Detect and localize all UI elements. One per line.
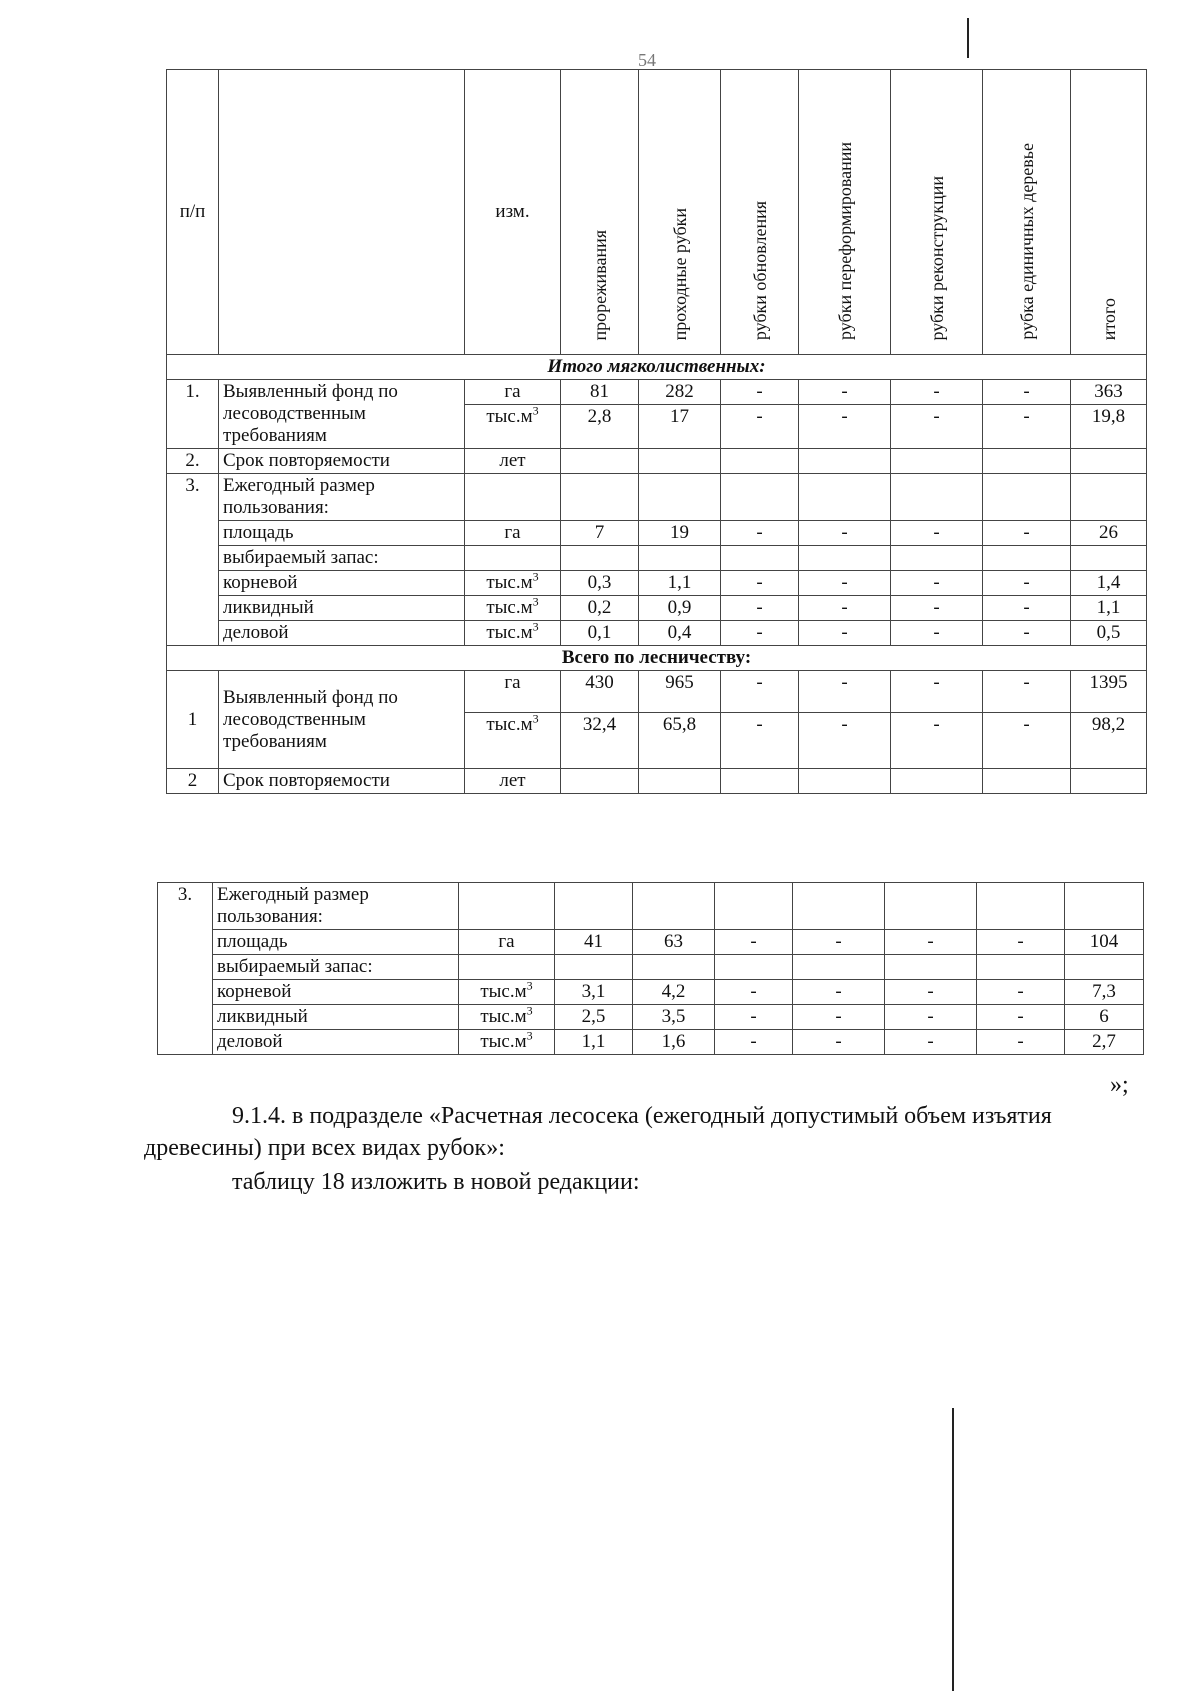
total-cell: 1,4	[1071, 571, 1147, 596]
header-num: п/п	[167, 70, 219, 355]
row-label: выбираемый запас:	[219, 546, 465, 571]
value-cell: 4,2	[633, 980, 715, 1005]
value-cell: 41	[555, 930, 633, 955]
scan-mark-top	[967, 18, 969, 58]
value-cell: -	[799, 713, 891, 769]
value-cell: 63	[633, 930, 715, 955]
value-cell: -	[721, 596, 799, 621]
total-cell: 98,2	[1071, 713, 1147, 769]
value-cell: 81	[561, 380, 639, 405]
table-row	[158, 1030, 1144, 1055]
value-cell: -	[983, 405, 1071, 449]
value-cell: 0,3	[561, 571, 639, 596]
unit-cell: $тыс.м^3$	[465, 621, 561, 646]
value-cell: -	[799, 380, 891, 405]
unit-cell: га	[465, 380, 561, 405]
section-soft-broadleaf	[167, 355, 1147, 380]
value-cell: -	[983, 521, 1071, 546]
value-cell: -	[793, 1005, 885, 1030]
value-cell: -	[715, 1005, 793, 1030]
total-cell: 19,8	[1071, 405, 1147, 449]
value-cell: -	[721, 405, 799, 449]
table-row	[167, 521, 1147, 546]
section-title: Всего по лесничеству:	[167, 646, 1147, 671]
value-cell: -	[721, 621, 799, 646]
table-row	[167, 571, 1147, 596]
row-label: Срок повторяемости	[219, 769, 465, 794]
row-num: 3.	[167, 474, 219, 646]
value-cell: -	[799, 671, 891, 713]
row-label: Срок повторяемости	[219, 449, 465, 474]
value-cell: -	[721, 713, 799, 769]
value-cell: 1,1	[555, 1030, 633, 1055]
row-label: корневой	[213, 980, 459, 1005]
row-label: ликвидный	[219, 596, 465, 621]
row-label: Выявленный фонд по лесоводственным требованиям	[219, 380, 465, 449]
total-cell: 6	[1065, 1005, 1144, 1030]
value-cell: -	[721, 671, 799, 713]
value-cell: -	[793, 1030, 885, 1055]
row-label: ликвидный	[213, 1005, 459, 1030]
total-cell: 2,7	[1065, 1030, 1144, 1055]
header-total: итого	[1071, 70, 1147, 355]
value-cell: 17	[639, 405, 721, 449]
value-cell: -	[983, 571, 1071, 596]
table-row	[167, 380, 1147, 405]
value-cell: -	[891, 571, 983, 596]
value-cell: -	[983, 596, 1071, 621]
value-cell: -	[891, 405, 983, 449]
closing-quote: »;	[1110, 1072, 1129, 1098]
value-cell: -	[983, 713, 1071, 769]
header-passage-cut: проходные рубки	[639, 70, 721, 355]
value-cell: -	[891, 380, 983, 405]
row-num: 2.	[167, 449, 219, 474]
section-title: Итого мягколиственных:	[167, 355, 1147, 380]
header-row	[167, 70, 1147, 355]
unit-cell: $тыс.м^3$	[465, 405, 561, 449]
table-row	[167, 474, 1147, 521]
row-label: площадь	[219, 521, 465, 546]
cutting-table-continuation	[157, 882, 1144, 1055]
unit-cell: лет	[465, 769, 561, 794]
unit-cell: $тыс.м^3$	[465, 571, 561, 596]
value-cell: -	[793, 930, 885, 955]
header-single-tree-cut: рубка единичных деревье	[983, 70, 1071, 355]
value-cell: 1,1	[639, 571, 721, 596]
value-cell: 0,1	[561, 621, 639, 646]
value-cell: 19	[639, 521, 721, 546]
value-cell: 0,2	[561, 596, 639, 621]
table-row	[158, 1005, 1144, 1030]
unit-cell: га	[459, 930, 555, 955]
scan-mark-bottom	[952, 1408, 954, 1691]
unit-cell: $тыс.м^3$	[459, 1030, 555, 1055]
header-reform-cut: рубки переформировании	[799, 70, 891, 355]
value-cell: 2,8	[561, 405, 639, 449]
value-cell: 3,1	[555, 980, 633, 1005]
header-label-empty	[219, 70, 465, 355]
unit-cell: $тыс.м^3$	[465, 713, 561, 769]
value-cell: -	[715, 980, 793, 1005]
value-cell: -	[891, 521, 983, 546]
value-cell: -	[885, 1030, 977, 1055]
unit-cell: $тыс.м^3$	[459, 980, 555, 1005]
unit-cell: $тыс.м^3$	[465, 596, 561, 621]
table-row	[167, 449, 1147, 474]
table-row	[167, 596, 1147, 621]
value-cell: -	[885, 1005, 977, 1030]
value-cell: -	[983, 380, 1071, 405]
value-cell: -	[799, 405, 891, 449]
value-cell: -	[977, 1030, 1065, 1055]
value-cell: -	[891, 621, 983, 646]
table-row	[158, 883, 1144, 930]
unit-cell: лет	[465, 449, 561, 474]
value-cell: -	[799, 571, 891, 596]
unit-cell: га	[465, 671, 561, 713]
value-cell: -	[721, 571, 799, 596]
row-label: Ежегодный размер пользования:	[213, 883, 459, 930]
value-cell: 3,5	[633, 1005, 715, 1030]
value-cell: -	[977, 980, 1065, 1005]
value-cell: 2,5	[555, 1005, 633, 1030]
value-cell: 32,4	[561, 713, 639, 769]
value-cell: -	[721, 521, 799, 546]
value-cell: -	[891, 596, 983, 621]
unit-cell: га	[465, 521, 561, 546]
row-label: деловой	[219, 621, 465, 646]
value-cell: 430	[561, 671, 639, 713]
table-row	[167, 621, 1147, 646]
row-label: выбираемый запас:	[213, 955, 459, 980]
value-cell: -	[715, 1030, 793, 1055]
value-cell: -	[793, 980, 885, 1005]
header-thinning: прореживания	[561, 70, 639, 355]
row-label: деловой	[213, 1030, 459, 1055]
row-label: корневой	[219, 571, 465, 596]
total-cell: 26	[1071, 521, 1147, 546]
value-cell: -	[885, 980, 977, 1005]
value-cell: -	[721, 380, 799, 405]
total-cell: 363	[1071, 380, 1147, 405]
value-cell: -	[799, 621, 891, 646]
value-cell: -	[799, 521, 891, 546]
row-label: площадь	[213, 930, 459, 955]
row-num: 3.	[158, 883, 213, 1055]
table-row	[167, 546, 1147, 571]
value-cell: 965	[639, 671, 721, 713]
row-num: 1	[167, 671, 219, 769]
header-renewal-cut: рубки обновления	[721, 70, 799, 355]
total-cell: 104	[1065, 930, 1144, 955]
paragraph-table-note: таблицу 18 изложить в новой редакции:	[232, 1169, 640, 1195]
row-label: Ежегодный размер пользования:	[219, 474, 465, 521]
page-number: 54	[638, 50, 656, 70]
value-cell: -	[983, 621, 1071, 646]
row-num: 1.	[167, 380, 219, 449]
row-label: Выявленный фонд по лесоводственным требованиям	[219, 671, 465, 769]
total-cell: 1,1	[1071, 596, 1147, 621]
total-cell: 7,3	[1065, 980, 1144, 1005]
value-cell: -	[885, 930, 977, 955]
table-row	[167, 671, 1147, 713]
total-cell: 0,5	[1071, 621, 1147, 646]
section-forestry-total	[167, 646, 1147, 671]
cutting-table-main	[166, 69, 1147, 794]
value-cell: -	[891, 713, 983, 769]
value-cell: 0,9	[639, 596, 721, 621]
paragraph-amendment: 9.1.4. в подразделе «Расчетная лесосека (ежегодный допустимый объем изъятия древесины) при всех видах рубок»:	[144, 1103, 1052, 1161]
value-cell: -	[891, 671, 983, 713]
header-unit: изм.	[465, 70, 561, 355]
table-row	[158, 955, 1144, 980]
header-reconstruction-cut: рубки реконструкции	[891, 70, 983, 355]
unit-cell: $тыс.м^3$	[459, 1005, 555, 1030]
value-cell: 1,6	[633, 1030, 715, 1055]
value-cell: 0,4	[639, 621, 721, 646]
table-row	[167, 769, 1147, 794]
table-row	[158, 930, 1144, 955]
value-cell: -	[983, 671, 1071, 713]
value-cell: -	[977, 930, 1065, 955]
value-cell: 7	[561, 521, 639, 546]
table-row	[158, 980, 1144, 1005]
total-cell: 1395	[1071, 671, 1147, 713]
row-num: 2	[167, 769, 219, 794]
value-cell: 65,8	[639, 713, 721, 769]
value-cell: -	[977, 1005, 1065, 1030]
value-cell: -	[799, 596, 891, 621]
value-cell: -	[715, 930, 793, 955]
value-cell: 282	[639, 380, 721, 405]
